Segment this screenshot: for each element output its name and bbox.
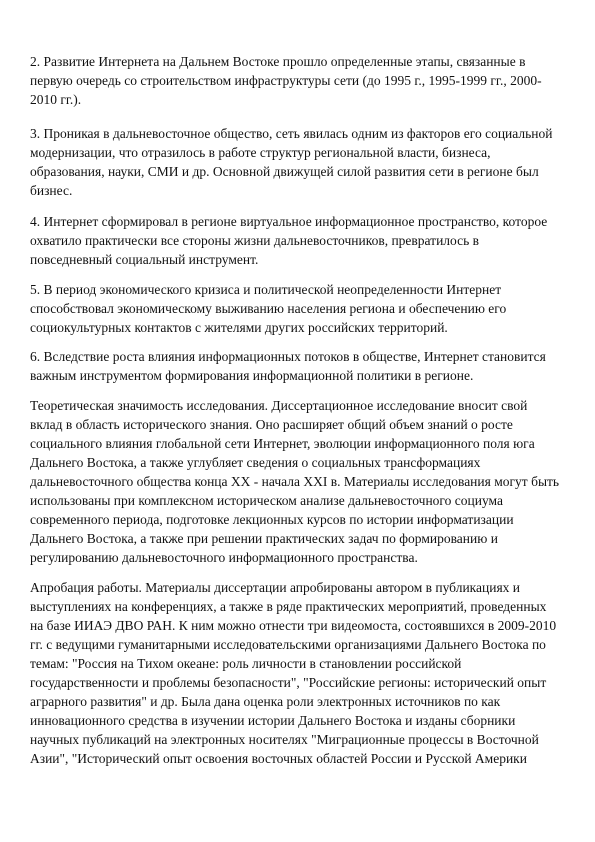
- text-line: модернизации, что отразилось в работе структур региональной власти, бизнеса,: [30, 145, 491, 160]
- text-line: образования, науки, СМИ и др. Основной движущей силой развития сети в регионе был: [30, 164, 539, 179]
- text-line: бизнес.: [30, 183, 73, 198]
- paragraph-item-6: [30, 347, 570, 385]
- text-line: социокультурных контактов с жителями других российских территорий.: [30, 320, 448, 335]
- text-line: Азии", "Исторический опыт освоения восточных областей России и Русской Америки: [30, 751, 527, 766]
- text-line: инновационного средства в изучении истории Дальнего Востока и изданы сборники: [30, 713, 516, 728]
- text-line: темам: "Россия на Тихом океане: роль личности в становлении российской: [30, 656, 462, 671]
- paragraph-item-3: [30, 124, 570, 200]
- text-line: Теоретическая значимость исследования. Диссертационное исследование вносит свой: [30, 398, 528, 413]
- paragraph-item-4: [30, 212, 570, 269]
- text-line: охватило практически все стороны жизни дальневосточников, превратилось в: [30, 233, 480, 248]
- text-line: современного периода, подготовке лекционных курсов по истории информатизации: [30, 512, 514, 527]
- text-line: Дальнего Востока, а также при решении практических задач по формированию и: [30, 531, 498, 546]
- paragraph-item-5: [30, 280, 570, 337]
- text-line: выступлениях на конференциях, а также в ряде практических мероприятий, проведенных: [30, 599, 547, 614]
- text-line: научных публикаций на электронных носителях "Миграционные процессы в Восточной: [30, 732, 539, 747]
- text-line: 2010 гг.).: [30, 92, 82, 107]
- theoretical-significance-paragraph: [30, 396, 570, 567]
- text-line: государственности и проблемы безопасности", "Российские регионы: исторический опыт: [30, 675, 547, 690]
- text-line: способствовал экономическому выживанию населения региона и обеспечению его: [30, 301, 507, 316]
- text-line: вклад в область исторического знания. Оно расширяет общий объем знаний о росте: [30, 417, 513, 432]
- text-line: Апробация работы. Материалы диссертации апробированы автором в публикациях и: [30, 580, 521, 595]
- text-line: гг. с ведущими гуманитарными исследовательскими организациями Дальнего Востока по: [30, 637, 546, 652]
- text-line: 6. Вследствие роста влияния информационных потоков в обществе, Интернет становится: [30, 349, 546, 364]
- text-line: аграрного развития" и др. Была дана оценка роли электронных источников по как: [30, 694, 501, 709]
- text-line: использованы при комплексном историческом анализе дальневосточного социума: [30, 493, 503, 508]
- approbation-paragraph: [30, 578, 570, 768]
- paragraph-item-2: [30, 52, 570, 109]
- text-line: первую очередь со строительством инфраструктуры сети (до 1995 г., 1995-1999 гг., 2000-: [30, 73, 542, 88]
- text-line: регулированию дальневосточного информационного пространства.: [30, 550, 418, 565]
- text-line: важным инструментом формирования информационной политики в регионе.: [30, 368, 474, 383]
- text-line: социального влияния глобальной сети Интернет, эволюции информационного поля юга: [30, 436, 535, 451]
- text-line: 2. Развитие Интернета на Дальнем Востоке прошло определенные этапы, связанные в: [30, 54, 526, 69]
- text-line: Дальнего Востока, а также углубляет сведения о социальных трансформациях: [30, 455, 481, 470]
- text-line: на базе ИИАЭ ДВО РАН. К ним можно отнести три видеомоста, состоявшихся в 2009-2010: [30, 618, 557, 633]
- text-line: 5. В период экономического кризиса и политической неопределенности Интернет: [30, 282, 502, 297]
- text-line: 4. Интернет сформировал в регионе виртуальное информационное пространство, которое: [30, 214, 548, 229]
- text-line: дальневосточного общества конца XX - начала XXI в. Материалы исследования могут быть: [30, 474, 560, 489]
- text-line: повседневный социальный инструмент.: [30, 252, 259, 267]
- text-line: 3. Проникая в дальневосточное общество, сеть явилась одним из факторов его социальной: [30, 126, 553, 141]
